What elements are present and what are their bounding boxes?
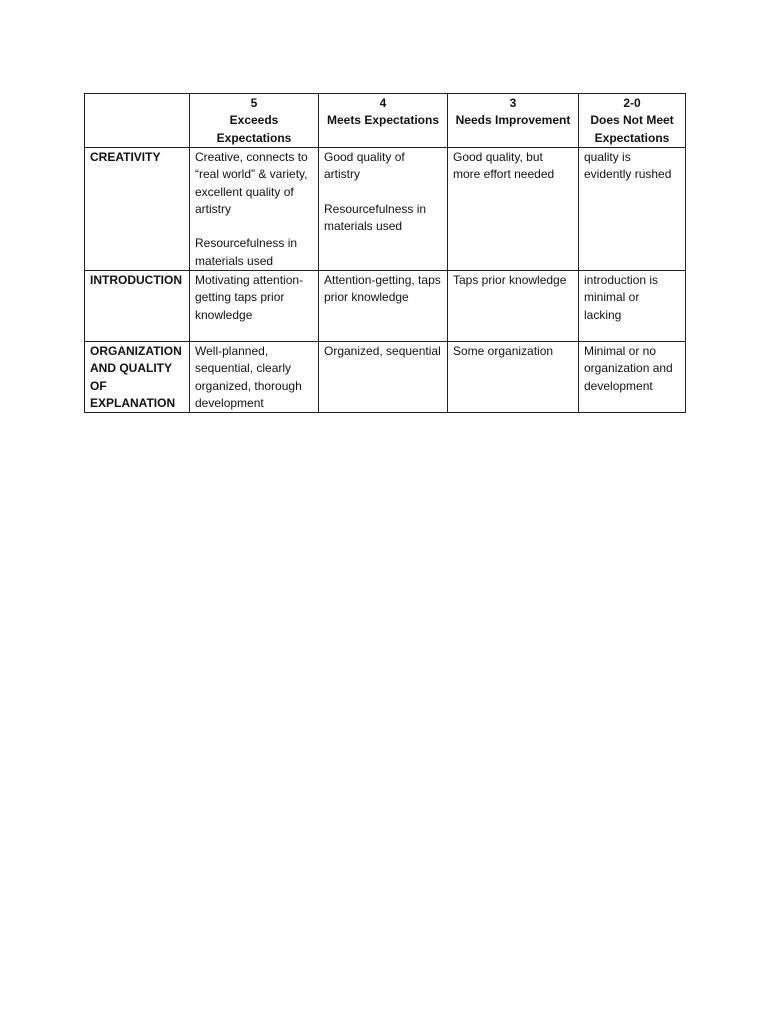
descriptor-cell: Taps prior knowledge	[448, 271, 579, 342]
descriptor-cell: quality is evidently rushed	[579, 148, 686, 271]
header-label: Meets Expectations	[326, 113, 440, 128]
descriptor-cell: Creative, connects to “real world” & variety, excellent quality of artistry Resourcefulness in materials used	[190, 148, 319, 271]
descriptor-cell: Attention-getting, taps prior knowledge	[319, 271, 448, 342]
table-row-introduction	[85, 271, 686, 342]
descriptor-cell: Good quality of artistry Resourcefulness in materials used	[319, 148, 448, 271]
header-cell-score-4	[319, 94, 448, 148]
descriptor-cell: introduction is minimal or lacking	[579, 271, 686, 342]
header-cell-criterion	[85, 94, 190, 148]
descriptor-cell: Some organization	[448, 342, 579, 413]
header-cell-score-2-0	[579, 94, 686, 148]
table-row-creativity	[85, 148, 686, 271]
descriptor-cell: Good quality, but more effort needed	[448, 148, 579, 271]
criterion-cell: ORGANIZATION AND QUALITY OF EXPLANATION	[85, 342, 190, 413]
rubric-table	[84, 93, 686, 413]
descriptor-cell: Well-planned, sequential, clearly organized, thorough development	[190, 342, 319, 413]
descriptor-cell: Organized, sequential	[319, 342, 448, 413]
header-score: 4	[379, 96, 387, 110]
header-row	[85, 94, 686, 148]
descriptor-cell: Motivating attention-getting taps prior knowledge	[190, 271, 319, 342]
header-score: 5	[250, 96, 258, 110]
header-score: 2-0	[623, 96, 641, 110]
table-row-organization	[85, 342, 686, 413]
header-label: Exceeds Expectations	[216, 113, 292, 145]
header-cell-score-5	[190, 94, 319, 148]
descriptor-cell: Minimal or no organization and development	[579, 342, 686, 413]
header-label: Needs Improvement	[455, 113, 571, 128]
header-cell-score-3	[448, 94, 579, 148]
header-score: 3	[509, 96, 517, 110]
criterion-cell: INTRODUCTION	[85, 271, 190, 342]
criterion-cell: CREATIVITY	[85, 148, 190, 271]
rubric-header	[85, 94, 686, 148]
header-label: Does Not Meet Expectations	[590, 113, 674, 145]
